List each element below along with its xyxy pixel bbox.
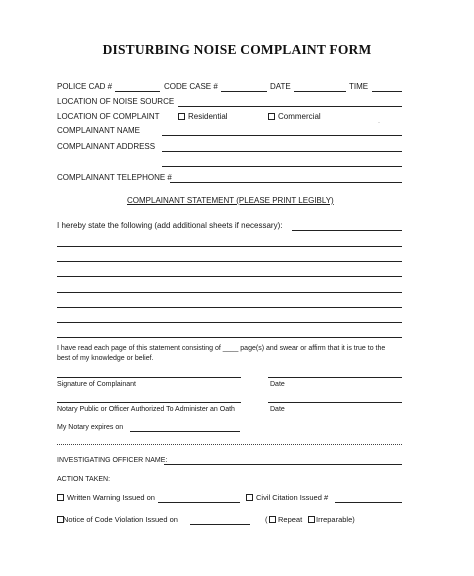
date-1-label: Date [270, 381, 285, 388]
police-cad-field[interactable] [115, 91, 160, 92]
notary-expires-label: My Notary expires on [57, 424, 124, 431]
civil-citation-field[interactable] [335, 502, 402, 503]
repeat-label: Repeat [278, 515, 303, 524]
investigating-officer-field[interactable] [164, 464, 402, 465]
code-case-field[interactable] [221, 91, 267, 92]
paren-open: ( [265, 515, 268, 524]
date-label: DATE [270, 82, 291, 91]
action-taken-label: ACTION TAKEN: [57, 476, 111, 483]
residential-checkbox[interactable] [178, 113, 185, 120]
irreparable-checkbox[interactable] [308, 516, 315, 523]
notary-signature-field[interactable] [57, 402, 241, 403]
statement-line-2[interactable] [57, 261, 402, 262]
statement-line-4[interactable] [57, 292, 402, 293]
investigating-officer-label: INVESTIGATING OFFICER NAME: [57, 457, 168, 464]
police-cad-label: POLICE CAD # [57, 82, 113, 91]
civil-citation-label: Civil Citation Issued # [256, 493, 329, 502]
location-noise-source-label: LOCATION OF NOISE SOURCE [57, 97, 175, 106]
statement-line-1[interactable] [57, 246, 402, 247]
signature-complainant-label: Signature of Complainant [57, 381, 136, 388]
residential-label: Residential [188, 112, 228, 121]
statement-line-7[interactable] [57, 337, 402, 338]
code-case-label: CODE CASE # [164, 82, 218, 91]
complainant-address-field-2[interactable] [162, 166, 402, 167]
commercial-checkbox[interactable] [268, 113, 275, 120]
stray-mark: · [378, 120, 380, 126]
attestation-line-2: best of my knowledge or belief. [57, 355, 154, 362]
attestation-line-1: I have read each page of this statement consisting of ____ page(s) and swear or affirm that it is true to the [57, 345, 386, 352]
notary-label: Notary Public or Officer Authorized To Administer an Oath [57, 406, 235, 413]
complainant-address-label: COMPLAINANT ADDRESS [57, 142, 156, 151]
complainant-telephone-label: COMPLAINANT TELEPHONE # [57, 173, 172, 182]
statement-line-6[interactable] [57, 322, 402, 323]
complainant-name-label: COMPLAINANT NAME [57, 126, 140, 135]
date-field[interactable] [294, 91, 346, 92]
irreparable-label: Irreparable) [316, 515, 355, 524]
time-field[interactable] [372, 91, 402, 92]
statement-line-0[interactable] [292, 230, 402, 231]
statement-line-5[interactable] [57, 307, 402, 308]
time-label: TIME [349, 82, 369, 91]
complainant-telephone-field[interactable] [170, 182, 402, 183]
section-divider [57, 444, 402, 445]
written-warning-checkbox[interactable] [57, 494, 64, 501]
signature-complainant-field[interactable] [57, 377, 241, 378]
form-title: DISTURBING NOISE COMPLAINT FORM [102, 42, 372, 57]
date-1-field[interactable] [268, 377, 402, 378]
notice-violation-label: Notice of Code Violation Issued on [63, 515, 178, 524]
statement-line-3[interactable] [57, 276, 402, 277]
date-2-field[interactable] [268, 402, 402, 403]
notice-violation-field[interactable] [190, 524, 250, 525]
location-noise-source-field[interactable] [178, 106, 402, 107]
location-complaint-label: LOCATION OF COMPLAINT [57, 112, 160, 121]
complainant-name-field[interactable] [162, 135, 402, 136]
statement-heading: COMPLAINANT STATEMENT (PLEASE PRINT LEGIBLY) [127, 196, 334, 205]
commercial-label: Commercial [278, 112, 321, 121]
complainant-address-field[interactable] [162, 151, 402, 152]
civil-citation-checkbox[interactable] [246, 494, 253, 501]
written-warning-label: Written Warning Issued on [67, 493, 155, 502]
notary-expires-field[interactable] [130, 431, 240, 432]
repeat-checkbox[interactable] [269, 516, 276, 523]
written-warning-field[interactable] [158, 502, 240, 503]
date-2-label: Date [270, 406, 285, 413]
statement-intro: I hereby state the following (add additional sheets if necessary): [57, 221, 283, 230]
